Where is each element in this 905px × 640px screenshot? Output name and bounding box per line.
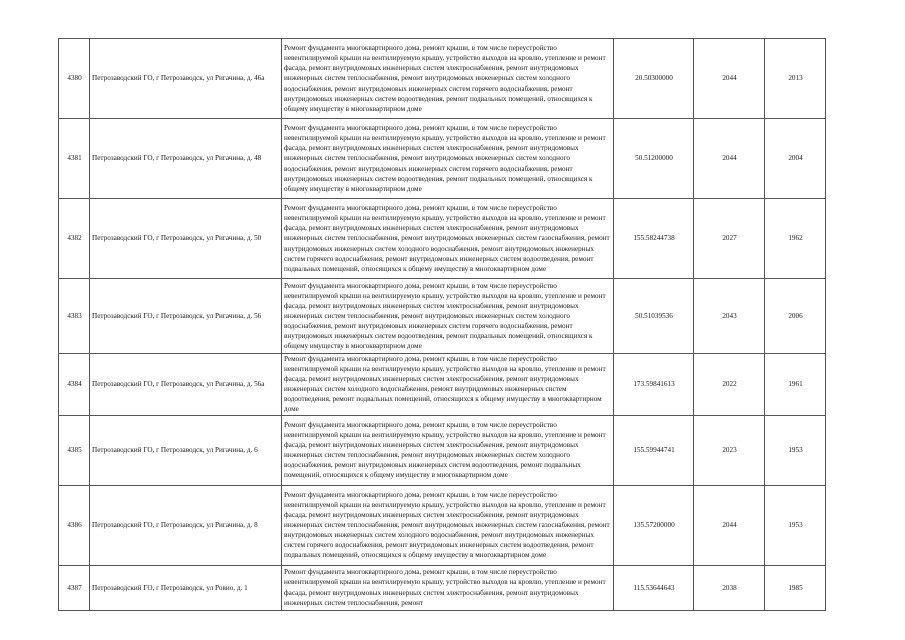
row-number: 4382 (59, 199, 90, 279)
works-cell: Ремонт фундамента многоквартирного дома, ремонт крыши, в том числе переустройство невентилируемой крыши на вентилируемую крышу, устройство выходов на кровлю, утепление и ремонт фасада, ремонт внутридомовых инженерных систем электроснабжения, ремонт внутридомовых инженерных систем теплоснабжения, ремонт внутридомовых инженерных систем газоснабжения, ремонт внутридомовых инженерных систем холодного водоснабжения, ремонт внутридомовых инженерных систем горячего водоснабжения, ремонт внутридомовых инженерных систем водоотведения, ремонт подвальных помещений, относящихся к общему имуществу в многоквартирном доме (282, 485, 614, 565)
cost-cell: 20.50300000 (614, 39, 694, 119)
planned-year-cell: 2044 (694, 485, 765, 565)
planned-year-cell: 2038 (694, 565, 765, 610)
works-cell: Ремонт фундамента многоквартирного дома, ремонт крыши, в том числе переустройство невентилируемой крыши на вентилируемую крышу, устройство выходов на кровлю, утепление и ремонт фасада, ремонт внутридомовых инженерных систем электроснабжения, ремонт внутридомовых инженерных систем теплоснабжения, ремонт внутридомовых инженерных систем холодного водоснабжения, ремонт внутридомовых инженерных систем горячего водоснабжения, ремонт внутридомовых инженерных систем водоотведения, ремонт подвальных помещений, относящихся к общему имуществу в многоквартирном доме (282, 39, 614, 119)
cost-cell: 135.57200000 (614, 485, 694, 565)
row-number: 4383 (59, 279, 90, 354)
built-year-cell: 1962 (765, 199, 826, 279)
table-row (59, 199, 826, 279)
cost-cell: 115.53644643 (614, 565, 694, 610)
address-cell: Петрозаводский ГО, г Петрозаводск, ул Ригачина, д. 46а (90, 39, 282, 119)
cost-cell: 155.59944741 (614, 415, 694, 485)
capital-repair-table (58, 38, 826, 611)
built-year-cell: 2004 (765, 119, 826, 199)
works-cell: Ремонт фундамента многоквартирного дома, ремонт крыши, в том числе переустройство невентилируемой крыши на вентилируемую крышу, устройство выходов на кровлю, утепление и ремонт фасада, ремонт внутридомовых инженерных систем электроснабжения, ремонт внутридомовых инженерных систем теплоснабжения, ремонт внутридомовых инженерных систем холодного водоснабжения, ремонт внутридомовых инженерных систем водоотведения, ремонт подвальных помещений, относящихся к общему имуществу в многоквартирном доме (282, 415, 614, 485)
works-cell: Ремонт фундамента многоквартирного дома, ремонт крыши, в том числе переустройство невентилируемой крыши на вентилируемую крышу, устройство выходов на кровлю, утепление и ремонт фасада, ремонт внутридомовых инженерных систем электроснабжения, ремонт внутридомовых инженерных систем теплоснабжения, ремонт внутридомовых инженерных систем холодного водоснабжения, ремонт внутридомовых инженерных систем горячего водоснабжения, ремонт внутридомовых инженерных систем водоотведения, ремонт подвальных помещений, относящихся к общему имуществу в многоквартирном доме (282, 119, 614, 199)
table-row (59, 485, 826, 565)
works-cell: Ремонт фундамента многоквартирного дома, ремонт крыши, в том числе переустройство невентилируемой крыши на вентилируемую крышу, устройство выходов на кровлю, утепление и ремонт фасада, ремонт внутридомовых инженерных систем электроснабжения, ремонт внутридомовых инженерных систем теплоснабжения, ремонт внутридомовых инженерных систем газоснабжения, ремонт внутридомовых инженерных систем холодного водоснабжения, ремонт внутридомовых инженерных систем горячего водоснабжения, ремонт внутридомовых инженерных систем водоотведения, ремонт подвальных помещений, относящихся к общему имуществу в многоквартирном доме (282, 199, 614, 279)
address-cell: Петрозаводский ГО, г Петрозаводск, ул Ригачина, д. 56а (90, 354, 282, 416)
built-year-cell: 2013 (765, 39, 826, 119)
address-cell: Петрозаводский ГО, г Петрозаводск, ул Ригачина, д. 48 (90, 119, 282, 199)
row-number: 4381 (59, 119, 90, 199)
table-row (59, 39, 826, 119)
built-year-cell: 2006 (765, 279, 826, 354)
built-year-cell: 1953 (765, 485, 826, 565)
works-cell: Ремонт фундамента многоквартирного дома, ремонт крыши, в том числе переустройство невентилируемой крыши на вентилируемую крышу, устройство выходов на кровлю, утепление и ремонт фасада, ремонт внутридомовых инженерных систем электроснабжения, ремонт внутридомовых инженерных систем холодного водоснабжения, ремонт внутридомовых инженерных систем водоотведения, ремонт подвальных помещений, относящихся к общему имуществу в многоквартирном доме (282, 354, 614, 416)
cost-cell: 50.51039536 (614, 279, 694, 354)
planned-year-cell: 2027 (694, 199, 765, 279)
cost-cell: 50.51200000 (614, 119, 694, 199)
cost-cell: 155.58244738 (614, 199, 694, 279)
address-cell: Петрозаводский ГО, г Петрозаводск, ул Ригачина, д. 56 (90, 279, 282, 354)
works-cell: Ремонт фундамента многоквартирного дома, ремонт крыши, в том числе переустройство невентилируемой крыши на вентилируемую крышу, устройство выходов на кровлю, утепление и ремонт фасада, ремонт внутридомовых инженерных систем электроснабжения, ремонт внутридомовых инженерных систем теплоснабжения, ремонт (282, 565, 614, 610)
cost-cell: 173.59841613 (614, 354, 694, 416)
address-cell: Петрозаводский ГО, г Петрозаводск, ул Ровио, д. 1 (90, 565, 282, 610)
planned-year-cell: 2044 (694, 39, 765, 119)
built-year-cell: 1961 (765, 354, 826, 416)
planned-year-cell: 2023 (694, 415, 765, 485)
planned-year-cell: 2044 (694, 119, 765, 199)
address-cell: Петрозаводский ГО, г Петрозаводск, ул Ригачина, д. 6 (90, 415, 282, 485)
built-year-cell: 1985 (765, 565, 826, 610)
planned-year-cell: 2022 (694, 354, 765, 416)
built-year-cell: 1953 (765, 415, 826, 485)
row-number: 4384 (59, 354, 90, 416)
row-number: 4380 (59, 39, 90, 119)
table-row (59, 565, 826, 610)
table-row (59, 119, 826, 199)
address-cell: Петрозаводский ГО, г Петрозаводск, ул Ригачина, д. 50 (90, 199, 282, 279)
address-cell: Петрозаводский ГО, г Петрозаводск, ул Ригачина, д. 8 (90, 485, 282, 565)
row-number: 4387 (59, 565, 90, 610)
table-row (59, 354, 826, 416)
row-number: 4386 (59, 485, 90, 565)
table-row (59, 279, 826, 354)
works-cell: Ремонт фундамента многоквартирного дома, ремонт крыши, в том числе переустройство невентилируемой крыши на вентилируемую крышу, устройство выходов на кровлю, утепление и ремонт фасада, ремонт внутридомовых инженерных систем электроснабжения, ремонт внутридомовых инженерных систем теплоснабжения, ремонт внутридомовых инженерных систем холодного водоснабжения, ремонт внутридомовых инженерных систем горячего водоснабжения, ремонт внутридомовых инженерных систем водоотведения, ремонт подвальных помещений, относящихся к общему имуществу в многоквартирном доме (282, 279, 614, 354)
planned-year-cell: 2043 (694, 279, 765, 354)
row-number: 4385 (59, 415, 90, 485)
table-row (59, 415, 826, 485)
